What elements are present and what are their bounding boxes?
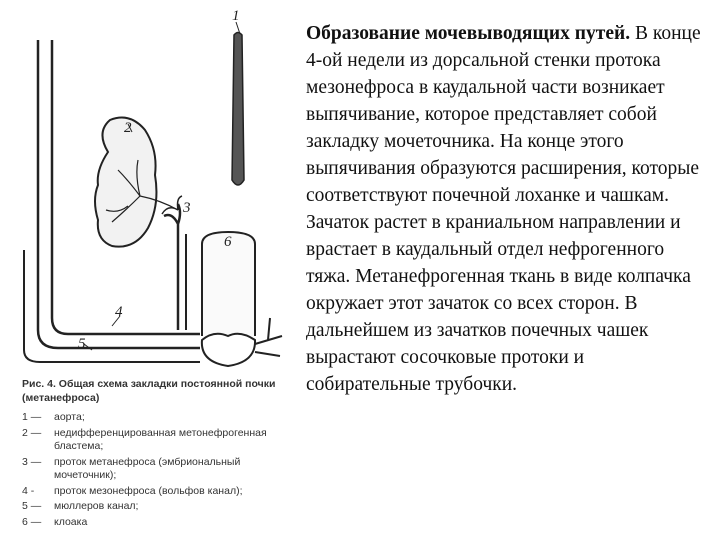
legend-number: 1 — (22, 411, 42, 423)
legend-number: 3 — (22, 455, 42, 468)
legend-number: 2 — (22, 426, 42, 439)
legend-text: аорта; (54, 411, 85, 423)
figure-label-4: 4 (115, 304, 123, 320)
figure-caption (22, 378, 284, 531)
legend-text: клоака (54, 515, 88, 528)
legend-number: 4 - (22, 484, 35, 497)
caption-title: Рис. 4. Общая схема закладки постоянной почки (метанефроса) (22, 378, 276, 404)
legend-text: мюллеров канал; (54, 500, 139, 512)
text-body: В конце 4-ой недели из дорсальной стенки протока мезонефроса в каудальной части возникает выпячивание, которое представляет собой закладку мочеточника. На конце этого выпячивания образуются расширения, которые соответствуют почечной лоханке и чашкам. Зачаток растет в краниальном направлении и врастает в каудальный отдел нефрогенного тяжа. Метанефрогенная ткань в виде колпачка окружает этот зачаток со всех сторон. В дальнейшем из зачатков почечных чашек вырастают сосочковые протоки и собирательные трубочки. (306, 23, 701, 395)
figure-label-5: 5 (78, 336, 86, 352)
legend-text: недифференцированная метонефрогенная бластема; (54, 426, 267, 452)
figure-label-3: 3 (183, 200, 191, 216)
figure-label-6: 6 (224, 234, 232, 250)
mullerian-duct (24, 250, 200, 362)
legend-item (22, 485, 284, 499)
embryology-diagram (0, 0, 300, 380)
legend-text: проток мезонефроса (вольфов канал); (54, 484, 243, 497)
ureteric-bud (164, 204, 180, 330)
legend-number: 5 — (22, 500, 42, 512)
legend-item (22, 427, 284, 454)
legend-item (22, 516, 284, 530)
legend-text: проток метанефроса (эмбриональный мочеточник); (54, 455, 241, 481)
cloaca-base (202, 334, 255, 366)
cloaca-right-outlets (255, 318, 282, 356)
text-title: Образование мочевыводящих путей. (306, 23, 631, 44)
legend-list (22, 411, 284, 529)
legend-item (22, 500, 284, 514)
main-text-block (306, 20, 706, 398)
legend-item (22, 411, 284, 425)
legend-item (22, 456, 284, 483)
aorta-shape (232, 33, 244, 186)
legend-number: 6 — (22, 515, 42, 528)
figure-label-1: 1 (232, 8, 240, 24)
figure-label-2: 2 (124, 120, 132, 136)
